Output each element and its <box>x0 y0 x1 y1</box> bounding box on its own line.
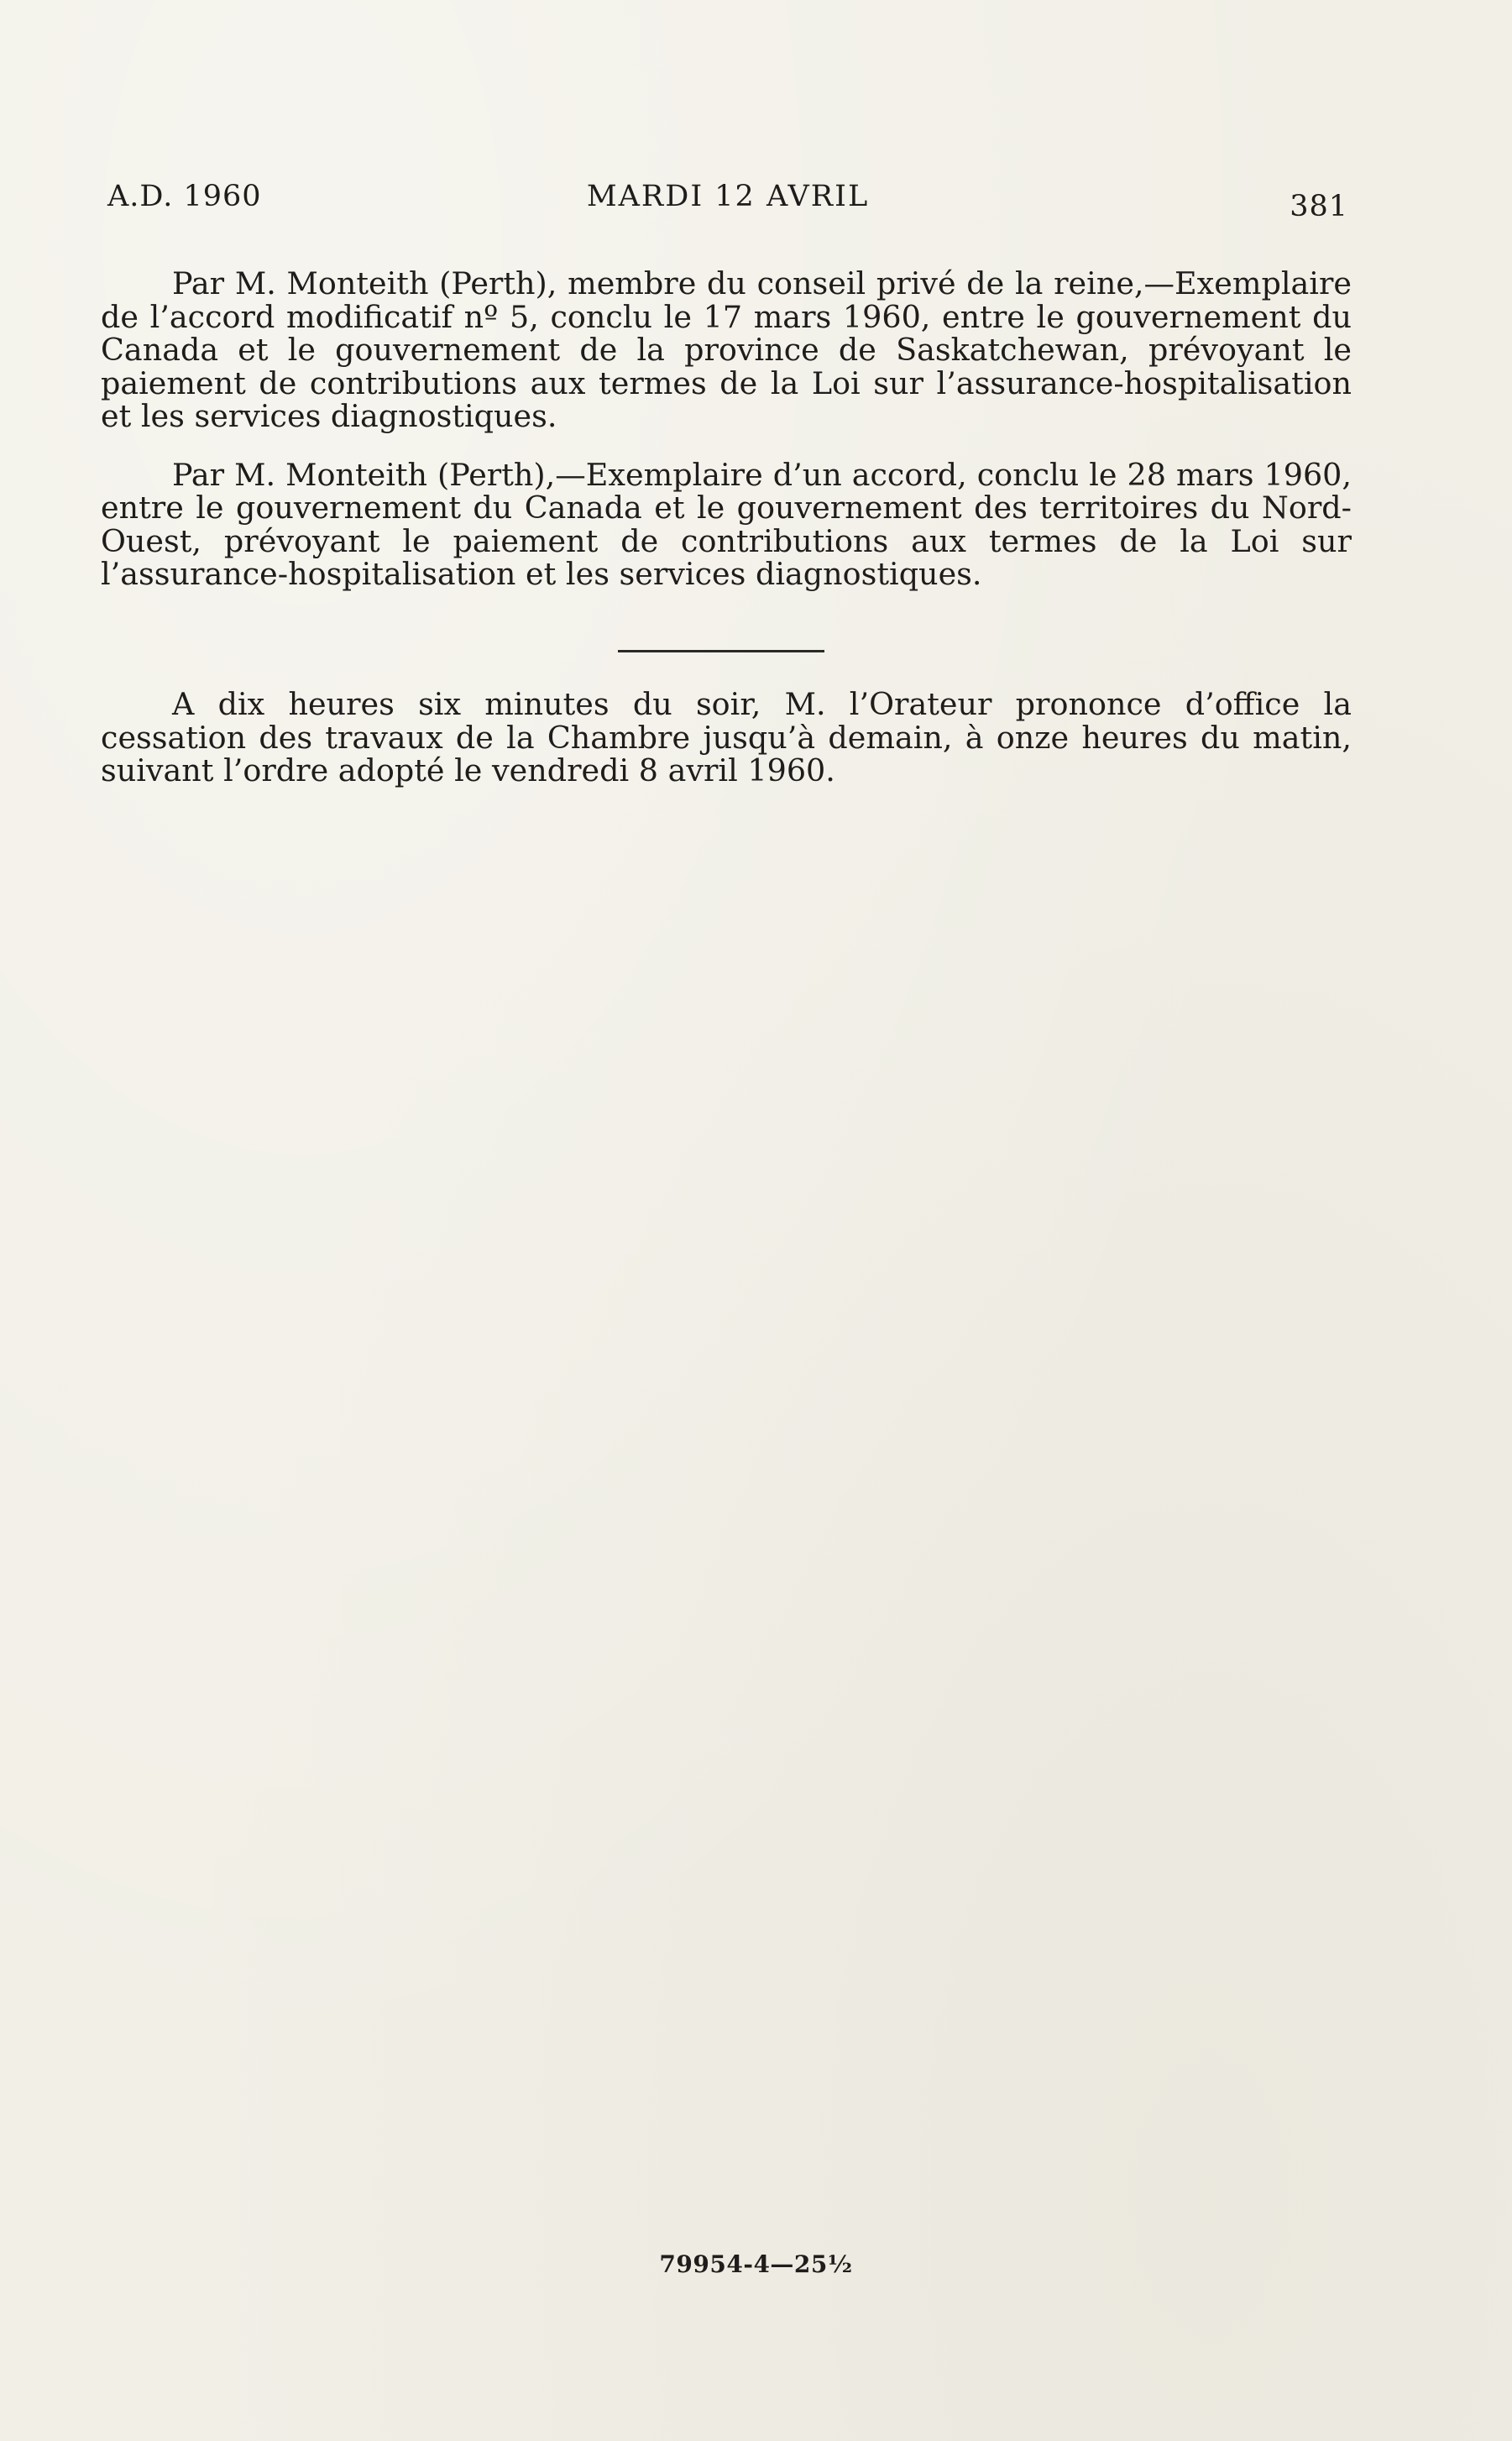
body-text <box>101 267 1352 616</box>
page-number: 381 <box>1290 190 1348 223</box>
running-header <box>107 180 1348 222</box>
section-divider <box>618 650 824 652</box>
footer-print-code: 79954-4—25½ <box>659 2250 853 2278</box>
paragraph-tabled-document-1: Par M. Monteith (Perth), membre du conseil privé de la reine,—Exemplaire de l’accord modificatif nº 5, conclu le 17 mars 1960, entre le gouvernement du Canada et le gouvernement de la province de Saskatchewan, prévoyant le paiement de contributions aux termes de la Loi sur l’assurance-hospitalisation et les services diagnostiques. <box>101 265 1352 434</box>
header-year: A.D. 1960 <box>107 180 262 213</box>
paragraph-tabled-document-2: Par M. Monteith (Perth),—Exemplaire d’un accord, conclu le 28 mars 1960, entre le gouvernement du Canada et le gouvernement des territoires du Nord-Ouest, prévoyant le paiement de contributions aux termes de la Loi sur l’assurance-hospitalisation et les services diagnostiques. <box>101 456 1352 592</box>
header-date: MARDI 12 AVRIL <box>586 180 870 213</box>
paragraph-adjournment: A dix heures six minutes du soir, M. l’Orateur prononce d’office la cessation des travaux de la Chambre jusqu’à demain, à onze heures du matin, suivant l’ordre adopté le vendredi 8 avril 1960. <box>101 686 1352 788</box>
